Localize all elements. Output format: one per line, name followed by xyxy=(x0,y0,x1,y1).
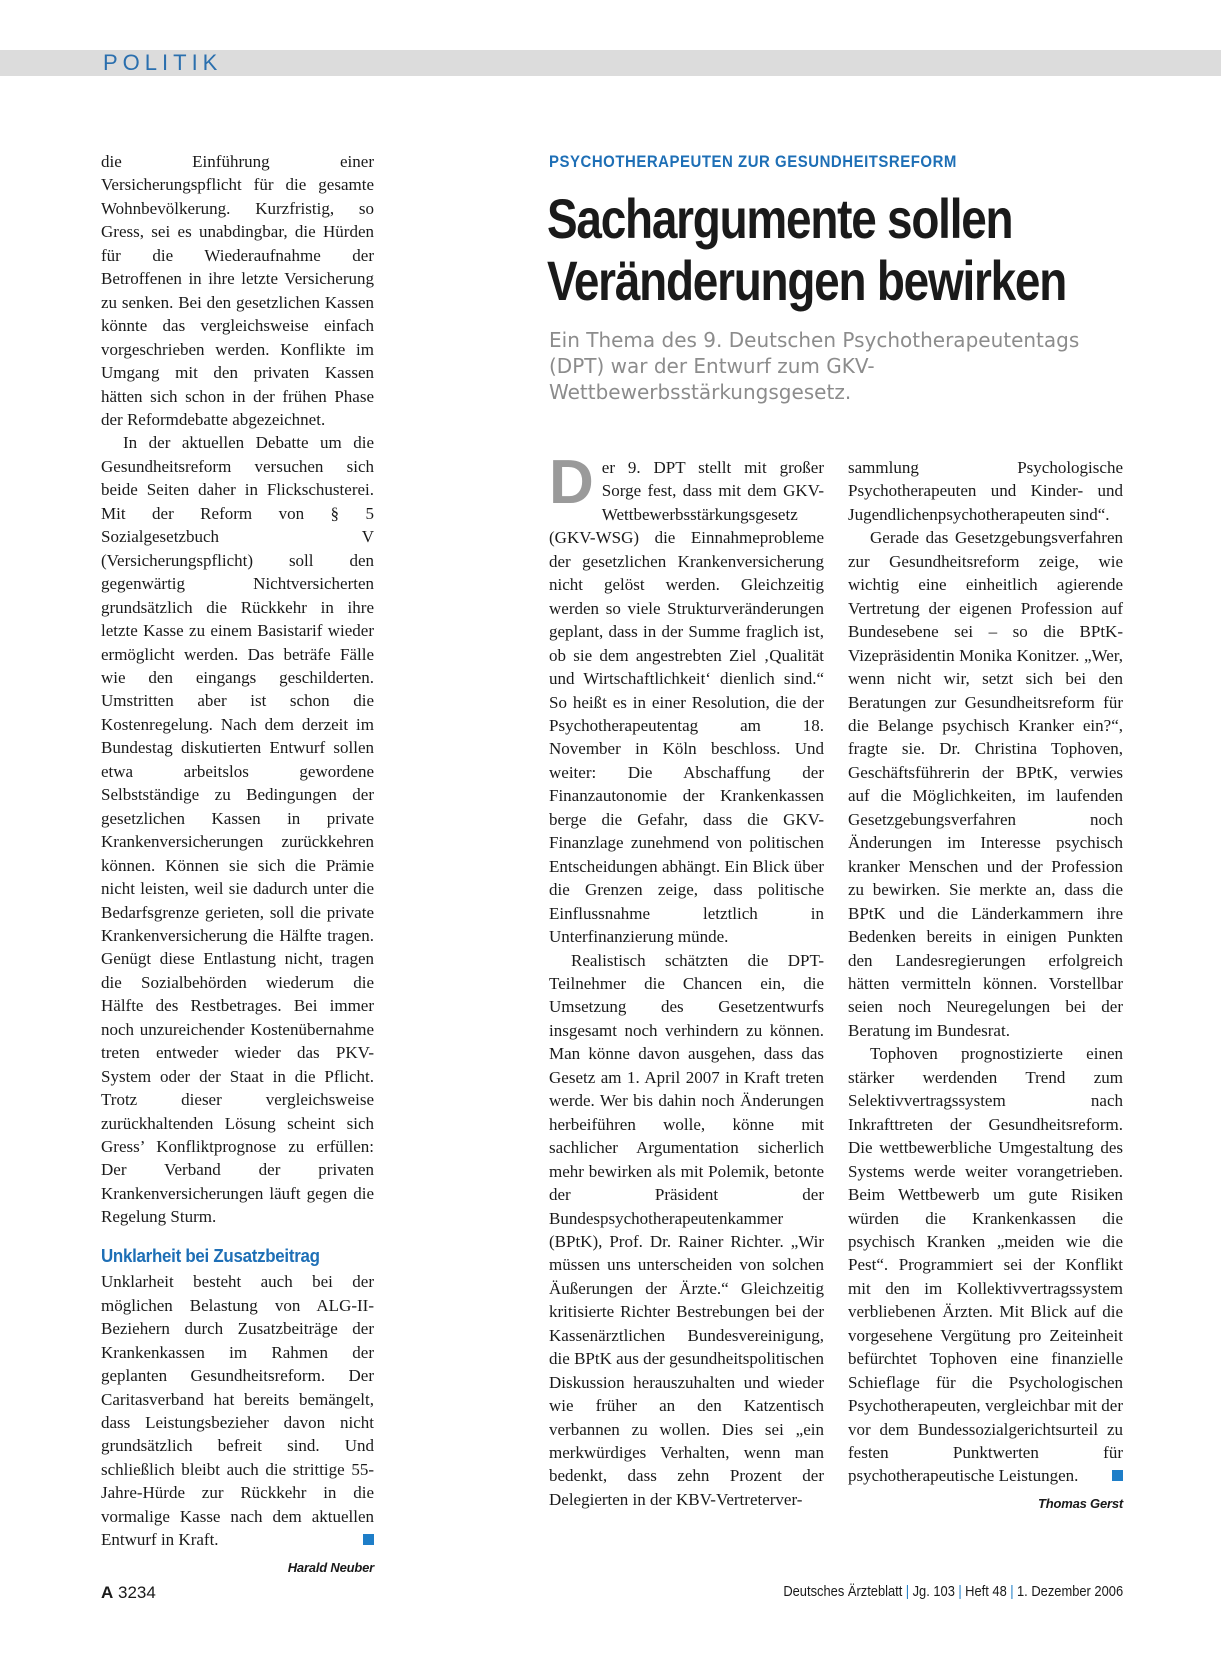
separator: | xyxy=(1010,1583,1014,1600)
separator: | xyxy=(905,1583,910,1600)
column-middle xyxy=(549,448,824,1511)
paragraph: sammlung Psychologische Psychotherapeuten und Kinder- und Jugendlichenpsychotherapeuten sind“. xyxy=(848,458,1123,524)
column-right xyxy=(848,456,1123,1515)
paragraph xyxy=(848,1042,1123,1488)
column-left xyxy=(101,150,374,1579)
subheading: Unklarheit bei Zusatzbeitrag xyxy=(101,1245,320,1266)
section-label: POLITIK xyxy=(103,50,223,75)
paragraph: Realistisch schätzten die DPT-Teilnehmer die Chancen ein, die Umsetzung des Gesetzentwurfs insgesamt noch verhindern zu können. Man könne davon ausgehen, dass das Gesetz am 1. April 2007 in Kraft treten werde. Wer bis dahin noch Änderungen herbeiführen wolle, könne mit sachlicher Argumentation sicherlich mehr bewirken als mit Polemik, betonte der Präsident der Bundespsychotherapeutenkammer (BPtK), Prof. Dr. Rainer Richter. „Wir müssen uns unterscheiden von solchen Äußerungen der Ärzte.“ Gleichzeitig kritisierte Richter Bestrebungen bei der Kassenärztlichen Bundesvereinigung, die BPtK aus der gesundheitspolitischen Diskussion herauszuhalten und wieder wie früher an den Katzentisch verbannen zu wollen. Dies sei „ein merkwürdiges Verhalten, wenn man bedenkt, dass zehn Prozent der Delegierten in der KBV-Vertreterver- xyxy=(549,950,824,1509)
drop-cap: D xyxy=(549,448,594,517)
end-mark-icon xyxy=(1112,1470,1123,1481)
journal-issue: Heft 48 xyxy=(965,1583,1007,1600)
paragraph: Gerade das Gesetzgebungsverfahren zur Gesundheitsreform zeige, wie wichtig eine einheitlich agierende Vertretung der eigenen Profession auf Bundesebene sei – so die BPtK-Vizepräsidentin Monika Konitzer. „Wer, wenn nicht wir, setzt sich bei den Beratungen zur Gesundheitsreform für die Belange psychisch Kranker ein?“, fragte sie. Dr. Christina Tophoven, Geschäftsführerin der BPtK, verwies auf die Möglichkeiten, im laufenden Gesetzgebungsverfahren noch Änderungen im Interesse psychisch kranker Menschen und der Profession zu bewirken. Sie merkte an, dass die BPtK und die Länderkammern ihre Bedenken bereits in einigen Punkten den Landesregierungen erfolgreich hätten vermitteln können. Vorstellbar seien noch Neuregelungen bei der Beratung im Bundesrat. xyxy=(848,528,1123,1040)
paragraph: In der aktuellen Debatte um die Gesundheitsreform versuchen sich beide Seiten daher in Flickschusterei. Mit der Reform von § 5 Sozialgesetzbuch V (Versicherungspflicht) soll den gegenwärtig Nichtversicherten grundsätzlich die Rückkehr in ihre letzte Kasse zu einem Basistarif wieder ermöglicht werden. Das beträfe Fälle wie den eingangs geschilderten. Umstritten aber ist schon die Kostenregelung. Nach dem derzeit im Bundestag diskutierten Entwurf sollen etwa arbeitslos gewordene Selbstständige zu Bedingungen der gesetzlichen Kassen in private Krankenversicherungen zurückkehren können. Können sie sich die Prämie nicht leisten, weil sie dadurch unter die Bedarfsgrenze gerieten, soll die private Krankenversicherung die Hälfte tragen. Genügt diese Entlastung nicht, tragen die Sozialbehörden wiederum die Hälfte des Restbetrages. Bei immer noch unzureichender Kostenübernahme treten entweder wieder das PKV-System oder der Staat in die Pflicht. Trotz dieser vergleichsweise zurückhaltenden Lösung scheint sich Gress’ Konfliktprognose zu erfüllen: Der Verband der privaten Krankenversicherungen läuft gegen die Regelung Sturm. xyxy=(101,433,374,1227)
paragraph-text: Tophoven prognostizierte einen stärker werdenden Trend zum Selektivvertragssystem nach Inkrafttreten der Gesundheitsreform. Die wettbewerbliche Umgestaltung des Systems werde weiter vorangetrieben. Beim Wettbewerb um gute Risiken würden die Krankenkassen die psychisch Kranken „meiden wie die Pest“. Programmiert sei der Konflikt mit den im Kollektivvertragssystem verbliebenen Ärzten. Mit Blick auf die vorgesehene Vergütung pro Zeiteinheit befürchtet Tophoven eine finanzielle Schieflage für die Psychologischen Psychotherapeuten, vergleichbar mit der vor dem Bundessozialgerichtsurteil zu festen Punktwerten für psychotherapeutische Leistungen. xyxy=(848,1044,1123,1486)
journal-name: Deutsches Ärzteblatt xyxy=(783,1583,903,1600)
article-teaser: Ein Thema des 9. Deutschen Psychotherapeutentags (DPT) war der Entwurf zum GKV-Wettbewerbsstärkungsgesetz. xyxy=(549,328,1080,404)
journal-info xyxy=(783,1583,1123,1600)
paragraph-text: er 9. DPT stellt mit großer Sorge fest, dass mit dem GKV-Wettbewerbsstärkungsgesetz (GKV-WSG) die Einnahmeprobleme der gesetzlichen Krankenversicherung nicht gelöst werden. Gleichzeitig werden so viele Strukturveränderungen geplant, dass in der Summe fraglich ist, ob sie dem angestrebten Ziel ‚Qualität und Wirtschaftlichkeit‘ dienlich sind.“ So heißt es in einer Resolution, die der Psychotherapeutentag am 18. November in Köln beschloss. Und weiter: Die Abschaffung der Finanzautonomie der Krankenkassen berge die Gefahr, dass die GKV-Finanzlage zunehmend von politischen Entscheidungen abhängt. Ein Blick über die Grenzen zeige, dass politische Einflussnahme letztlich in Unterfinanzierung münde. xyxy=(549,458,824,947)
paragraph: die Einführung einer Versicherungspflicht für die gesamte Wohnbevölkerung. Kurzfristig, so Gress, sei es unabdingbar, die Hürden für die Wiederaufnahme der Betroffenen in ihre letzte Versicherung zu senken. Bei den gesetzlichen Kassen könnte das vergleichsweise einfach vorgeschrieben werden. Konflikte im Umgang mit den privaten Kassen hätten sich schon in der frühen Phase der Reformdebatte abgezeichnet. xyxy=(101,152,374,429)
page-number-value: 3234 xyxy=(118,1583,156,1602)
paragraph xyxy=(101,1270,374,1551)
end-mark-icon xyxy=(363,1534,374,1545)
journal-volume: Jg. 103 xyxy=(912,1583,955,1600)
author-byline: Thomas Gerst xyxy=(1037,1495,1123,1511)
separator: | xyxy=(958,1583,962,1600)
author-byline: Harald Neuber xyxy=(287,1559,374,1575)
page-prefix: A xyxy=(101,1583,114,1602)
page-number xyxy=(101,1583,156,1603)
article-kicker: PSYCHOTHERAPEUTEN ZUR GESUNDHEITSREFORM xyxy=(549,152,957,171)
paragraph xyxy=(549,448,824,949)
paragraph-text: Unklarheit besteht auch bei der möglichen Belastung von ALG-II-Beziehern durch Zusatzbeiträge der Krankenkassen im Rahmen der geplanten Gesundheitsreform. Der Caritasverband hat bereits bemängelt, dass Leistungsbezieher davon nicht grundsätzlich befreit sind. Und schließlich bleibt auch die strittige 55-Jahre-Hürde zur Rückkehr in die vormalige Kasse nach dem aktuellen Entwurf in Kraft. xyxy=(101,1272,374,1550)
headline-line: Sachargumente sollen xyxy=(547,187,1013,250)
headline-line: Veränderungen bewirken xyxy=(547,249,1067,312)
article-headline xyxy=(547,188,1066,312)
journal-date: 1. Dezember 2006 xyxy=(1016,1583,1123,1600)
